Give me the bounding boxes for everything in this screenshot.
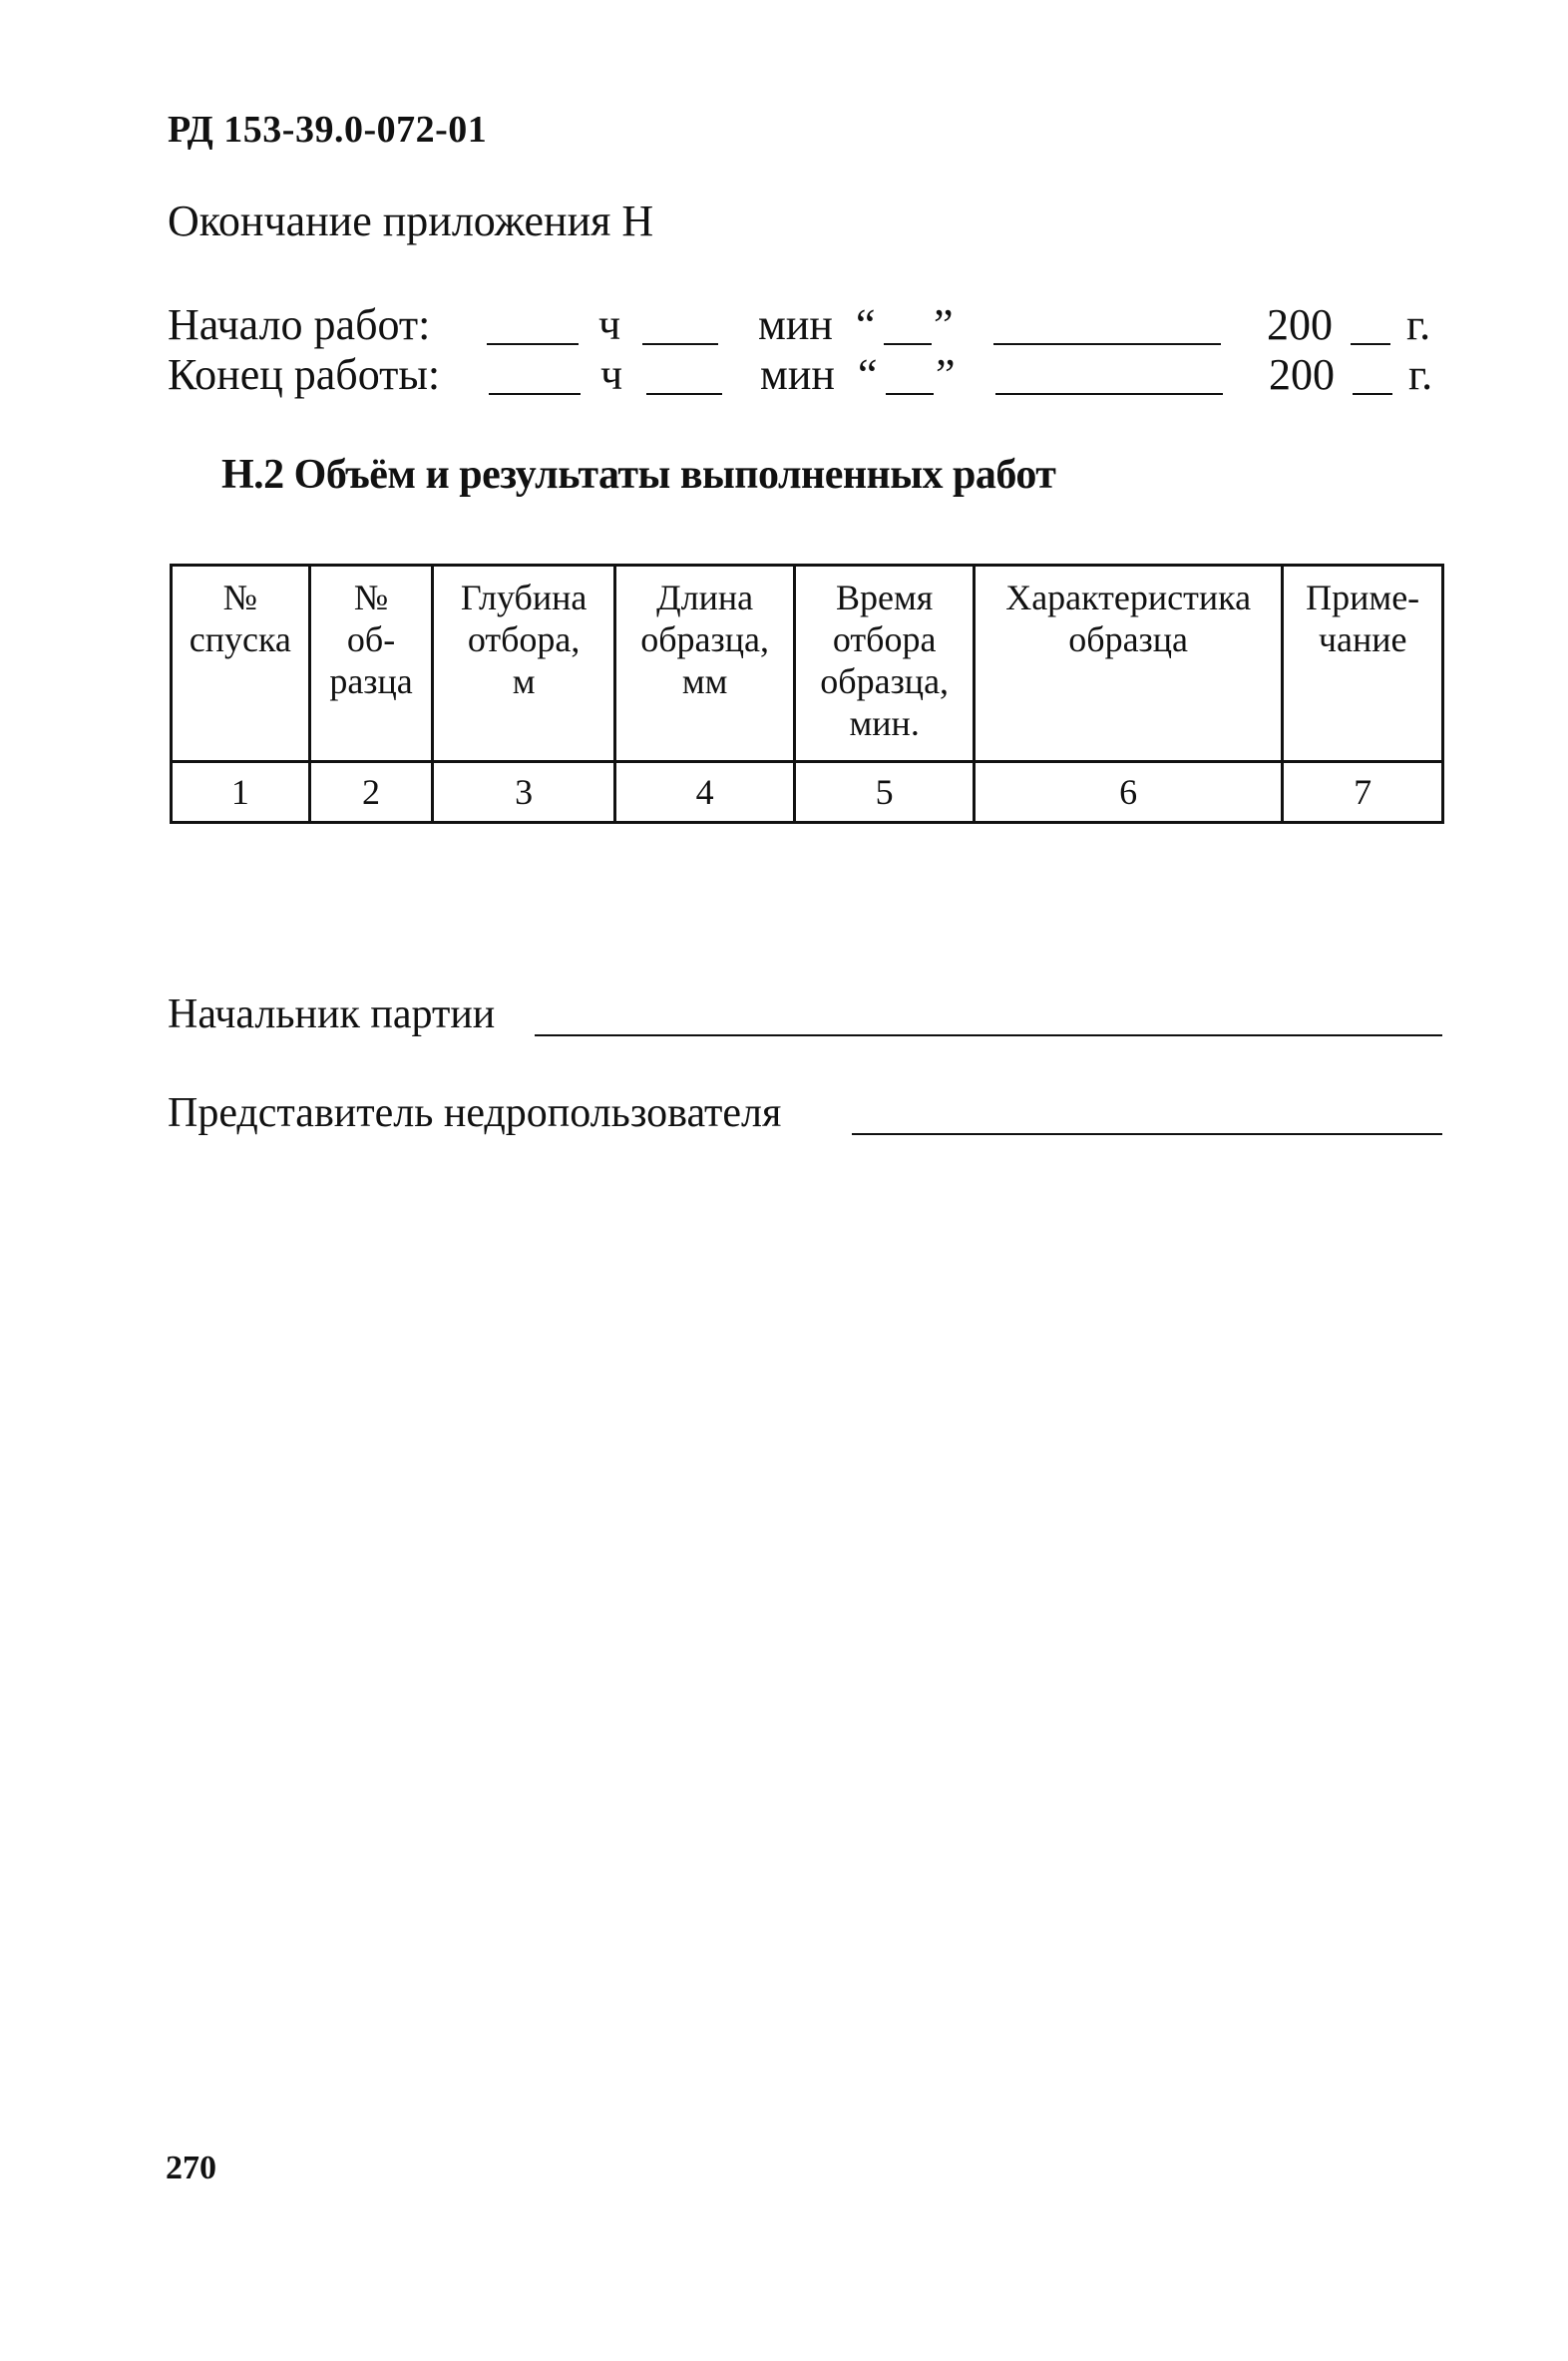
column-number-cell: 6	[974, 762, 1282, 823]
subsoil-user-rep-label: Представитель недропользователя	[168, 1090, 782, 1136]
header-line: №	[353, 578, 389, 617]
work-end-line	[168, 349, 1444, 401]
column-number-cell: 2	[309, 762, 433, 823]
header-note	[1283, 566, 1443, 762]
end-year-suffix: г.	[1408, 350, 1433, 399]
end-minute-blank[interactable]	[646, 393, 722, 395]
header-line: разца	[329, 661, 413, 701]
end-quote-open: “	[858, 350, 878, 399]
header-run-number	[172, 566, 310, 762]
column-number-cell: 7	[1283, 762, 1443, 823]
start-day-blank[interactable]	[884, 343, 932, 345]
end-quote-close: ”	[936, 350, 956, 399]
column-number-cell: 4	[614, 762, 795, 823]
start-quote-open: “	[856, 300, 876, 349]
start-quote-close: ”	[934, 300, 954, 349]
column-number-cell: 3	[433, 762, 614, 823]
party-chief-signature-field[interactable]	[535, 1034, 1442, 1036]
header-line: об-	[346, 619, 396, 659]
header-line: образца	[1068, 619, 1189, 659]
header-sampling-time	[795, 566, 975, 762]
start-hour-blank[interactable]	[487, 343, 579, 345]
header-line: Характеристика	[1005, 578, 1252, 617]
header-line: чание	[1318, 619, 1407, 659]
header-line: м	[512, 661, 536, 701]
end-hour-blank[interactable]	[489, 393, 581, 395]
header-line: отбора	[832, 619, 937, 659]
header-line: образца,	[820, 661, 950, 701]
table-header-row	[172, 566, 1443, 762]
work-start-line	[168, 299, 1444, 351]
header-line: Длина	[656, 578, 754, 617]
results-table	[170, 564, 1444, 824]
header-line: №	[222, 578, 258, 617]
header-line: мм	[681, 661, 728, 701]
party-chief-label: Начальник партии	[168, 991, 496, 1037]
end-month-blank[interactable]	[995, 393, 1223, 395]
header-sample-number	[309, 566, 433, 762]
column-number-cell: 1	[172, 762, 310, 823]
header-line: мин.	[849, 703, 920, 743]
page-number: 270	[166, 2150, 216, 2186]
header-sample-length	[614, 566, 795, 762]
header-line: спуска	[189, 619, 291, 659]
work-start-label: Начало работ:	[168, 300, 431, 349]
header-line: образца,	[640, 619, 769, 659]
start-minute-blank[interactable]	[642, 343, 718, 345]
header-sampling-depth	[433, 566, 614, 762]
subsoil-user-rep-signature-line	[168, 1089, 1444, 1141]
end-minute-unit: мин	[760, 350, 835, 399]
header-sample-characteristic	[974, 566, 1282, 762]
document-code: РД 153-39.0-072-01	[168, 109, 488, 151]
subsoil-user-rep-signature-field[interactable]	[852, 1133, 1442, 1135]
end-year-blank[interactable]	[1353, 393, 1392, 395]
header-line: Глубина	[460, 578, 588, 617]
start-year-suffix: г.	[1406, 300, 1431, 349]
end-year-prefix: 200	[1269, 350, 1335, 399]
work-end-label: Конец работы:	[168, 350, 441, 399]
header-line: Приме-	[1306, 578, 1420, 617]
party-chief-signature-line	[168, 990, 1444, 1042]
start-hour-unit: ч	[598, 300, 621, 349]
start-month-blank[interactable]	[993, 343, 1221, 345]
appendix-end-heading: Окончание приложения Н	[168, 197, 654, 245]
start-year-prefix: 200	[1267, 300, 1333, 349]
start-year-blank[interactable]	[1351, 343, 1390, 345]
table-row	[172, 762, 1443, 823]
start-minute-unit: мин	[758, 300, 833, 349]
section-title: Н.2 Объём и результаты выполненных работ	[221, 452, 1056, 498]
end-day-blank[interactable]	[886, 393, 934, 395]
column-number-cell: 5	[795, 762, 975, 823]
header-line: отбора,	[467, 619, 581, 659]
end-hour-unit: ч	[600, 350, 623, 399]
header-line: Время	[835, 578, 934, 617]
